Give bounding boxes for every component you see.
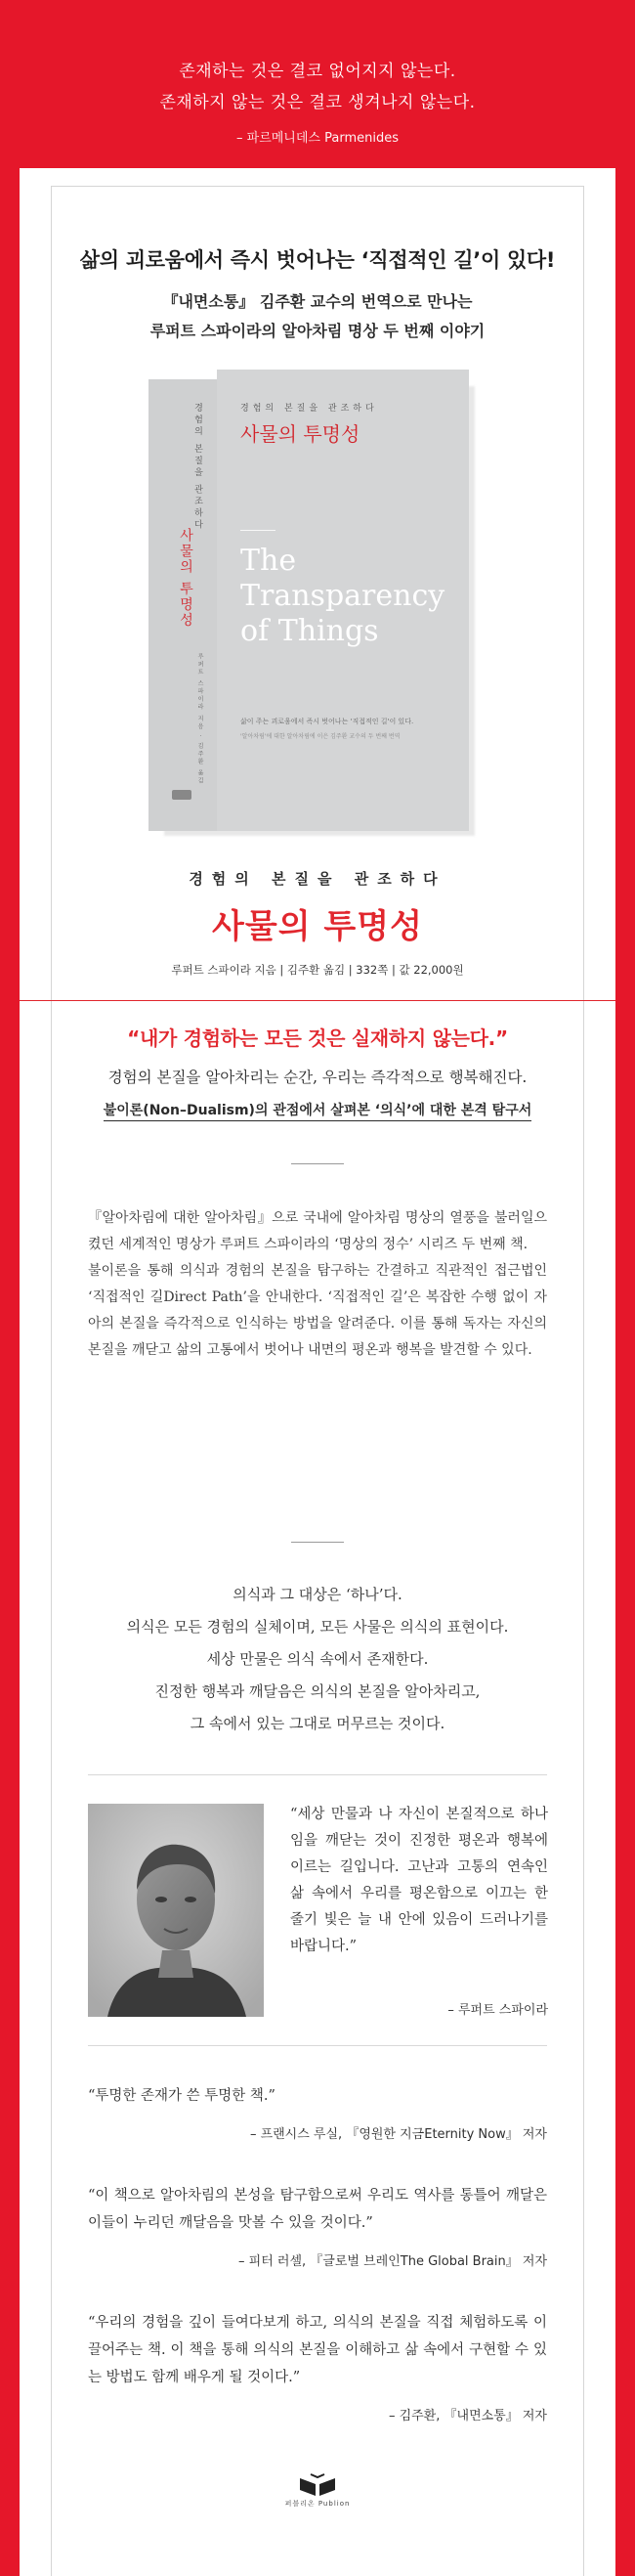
cover-title-ko: 사물의 투명성 [240,422,360,446]
review-attribution: – 피터 러셀, 『글로벌 브레인The Global Brain』 저자 [238,2254,547,2269]
headline: 삶의 괴로움에서 즉시 벗어나는 ‘직접적인 길’이 있다! [79,248,556,272]
book-title: 사물의 투명성 [212,907,423,946]
tagline-text: 불이론(Non–Dualism)의 관점에서 살펴본 ‘의식’에 대한 본격 탐구서 [104,1103,532,1121]
author-quote-attribution: – 루퍼트 스파이라 [447,2003,548,2018]
verse-line-4: 진정한 행복과 깨달음은 의식의 본질을 알아차리고, [154,1682,481,1700]
author-quote [290,1802,548,1960]
verse-line-2: 의식은 모든 경험의 실체이며, 모든 사물은 의식의 표현이다. [126,1618,509,1636]
subheadline-1: 『내면소통』 김주환 교수의 번역으로 만나는 [162,292,473,311]
quote-attribution: – 파르메니데스 Parmenides [236,131,399,146]
divider-short [291,1163,344,1164]
review-2 [88,2182,547,2237]
cover-blurb: 삶이 주는 괴로움에서 즉시 벗어나는 '직접적인 길'이 있다. [240,718,414,725]
spine-logo-icon [172,790,191,800]
cover-blurb-2: '알아차림'에 대한 알아차림에 이은 김주환 교수의 두 번째 번역 [240,733,401,740]
review-attribution: – 프랜시스 루실, 『영원한 지금Eternity Now』 저자 [249,2127,547,2142]
cover-title-en: The Transparency of Things [240,544,445,648]
verse-line-1: 의식과 그 대상은 ‘하나’다. [233,1586,402,1603]
review-1 [88,2082,547,2110]
cover-rule [240,530,275,531]
review-text: “우리의 경험을 깊이 들여다보게 하고, 의식의 본질을 직접 체험하도록 이끌어주는 책. 이 책을 통해 의식의 본질을 이해하고 삶 속에서 구현할 수 있는 방법도 함께 배우게 될 것이다.” [88,2315,547,2385]
description-paragraph-1: 『알아차림에 대한 알아차림』으로 국내에 알아차림 명상의 열풍을 불러일으켰던 세계적인 명상가 루퍼트 스파이라의 ‘명상의 정수’ 시리즈 두 번째 책. [88,1210,547,1252]
section-divider [88,2045,547,2046]
quote-line-1: 존재하는 것은 결코 없어지지 않는다. [179,62,456,81]
review-text: “이 책으로 알아차림의 본성을 탐구함으로써 우리도 역사를 통틀어 깨달은 이들이 누리던 깨달음을 맛볼 수 있을 것이다.” [88,2188,547,2231]
publisher-logo-icon [294,2470,341,2500]
verse-line-5: 그 속에서 있는 그대로 머무르는 것이다. [190,1715,445,1732]
spine-title: 사물의 투명성 [178,528,193,629]
author-photo [88,1804,264,2017]
header-quote [0,0,635,161]
spine-author: 루퍼트 스파이라 지음 · 김주환 옮김 [196,653,203,786]
publisher-name: 퍼블리온 Publion [284,2500,351,2508]
divider-short [291,1542,344,1543]
divider-red [20,1000,615,1001]
description-paragraph-2: 불이론을 통해 의식과 경험의 본질을 탐구하는 간결하고 직관적인 접근법인 ‘직접적인 길Direct Path’을 안내한다. ‘직접적인 길’은 복잡한 수행 없이 자아의 본질을 즉각적으로 인식하는 방법을 알려준다. 이를 통해 독자는 자신의 본질을 깨닫고 삶의 고통에서 벗어나 내면의 평온과 행복을 발견할 수 있다. [88,1263,547,1358]
book-meta: 루퍼트 스파이라 지음 | 김주환 옮김 | 332쪽 | 값 22,000원 [171,963,464,977]
book-cover [217,370,469,831]
pull-subtitle: 경험의 본질을 알아차리는 순간, 우리는 즉각적으로 행복해진다. [107,1069,528,1086]
book-kicker: 경험의 본질을 관조하다 [189,870,446,888]
review-attribution: – 김주환, 『내면소통』 저자 [388,2409,547,2423]
cover-series: 경험의 본질을 관조하다 [240,404,378,414]
tagline [0,1100,635,1119]
section-divider [88,1774,547,1775]
verse-line-3: 세상 만물은 의식 속에서 존재한다. [206,1650,429,1668]
subheadline-2: 루퍼트 스파이라의 알아차림 명상 두 번째 이야기 [149,322,486,340]
spine-series: 경험의 본질을 관조하다 [192,403,202,532]
quote-line-2: 존재하지 않는 것은 결코 생겨나지 않는다. [159,93,476,112]
author-quote-text: “세상 만물과 나 자신이 본질적으로 하나임을 깨닫는 것이 진정한 평온과 행복에 이르는 길입니다. 고난과 고통의 연속인 삶 속에서 우리를 평온함으로 이끄는 한 줄기 빛은 늘 내 안에 있음이 드러나기를 바랍니다.” [290,1807,548,1954]
description [88,1205,547,1364]
review-3 [88,2309,547,2391]
review-text: “투명한 존재가 쓴 투명한 책.” [88,2088,275,2104]
author-portrait-icon [88,1804,264,2017]
pull-quote: “내가 경험하는 모든 것은 실재하지 않는다.” [127,1026,508,1050]
